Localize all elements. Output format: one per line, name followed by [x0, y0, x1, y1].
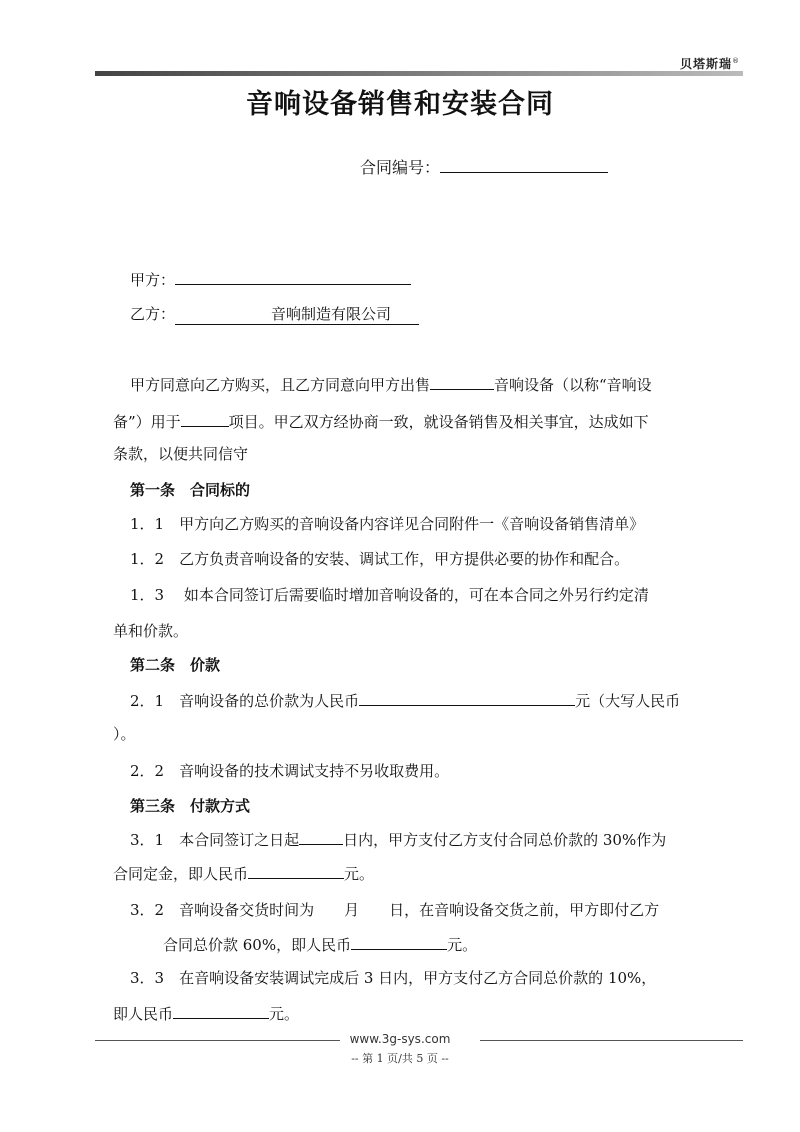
contract-number: 合同编号：	[360, 155, 608, 178]
intro-line-3: 条款，以便共同信守	[113, 445, 249, 463]
party-b: 乙方： 音响制造有限公司	[130, 303, 419, 325]
clause-3-1: 3．1 本合同签订之日起 日内，甲方支付乙方支付合同总价款的 30%作为	[130, 828, 666, 850]
clause-1-1: 1．1 甲方向乙方购买的音响设备内容详见合同附件一《音响设备销售清单》	[130, 515, 645, 533]
clause-3-2: 3．2 音响设备交货时间为 月 日，在音响设备交货之前，甲方即付乙方	[130, 901, 660, 919]
clause-3-3-cont: 即人民币 元。	[113, 1002, 299, 1024]
party-a-blank[interactable]	[175, 268, 411, 285]
article-1-heading: 第一条 合同标的	[130, 481, 251, 499]
clause-2-1: 2．1 音响设备的总价款为人民币 元（大写人民币	[130, 689, 680, 711]
intro-line-2: 备”）用于 项目。甲乙双方经协商一致，就设备销售及相关事宜，达成如下	[113, 410, 649, 432]
header-bar	[95, 71, 743, 76]
clause-3-2-cont: 合同总价款 60%，即人民币 元。	[163, 933, 477, 955]
clause-2-2: 2．2 音响设备的技术调试支持不另收取费用。	[130, 762, 450, 780]
clause-2-1-cont: ）。	[113, 725, 136, 743]
contract-number-blank[interactable]	[440, 156, 608, 173]
article-2-heading: 第二条 价款	[130, 656, 221, 674]
party-b-value[interactable]: 音响制造有限公司	[175, 303, 419, 325]
clause-3-1-cont: 合同定金，即人民币 元。	[113, 862, 374, 884]
article-3-heading: 第三条 付款方式	[130, 797, 251, 815]
brand-logo: 贝塔斯瑞®	[679, 57, 740, 71]
clause-1-3-cont: 单和价款。	[113, 622, 189, 640]
footer-url: www.3g-sys.com	[349, 1032, 451, 1046]
clause-1-3: 1．3 如本合同签订后需要临时增加音响设备的，可在本合同之外另行约定清	[130, 586, 649, 604]
clause-3-3: 3．3 在音响设备安装调试完成后 3 日内，甲方支付乙方合同总价款的 10%，	[130, 969, 657, 987]
document-title: 音响设备销售和安装合同	[246, 89, 554, 120]
page-number: -- 第 1 页/共 5 页 --	[351, 1052, 449, 1065]
intro-line-1: 甲方同意向乙方购买，且乙方同意向甲方出售 音响设备（以称“音响设	[130, 373, 652, 395]
clause-1-2: 1．2 乙方负责音响设备的安装、调试工作，甲方提供必要的协作和配合。	[130, 550, 630, 568]
party-a: 甲方：	[130, 268, 411, 290]
